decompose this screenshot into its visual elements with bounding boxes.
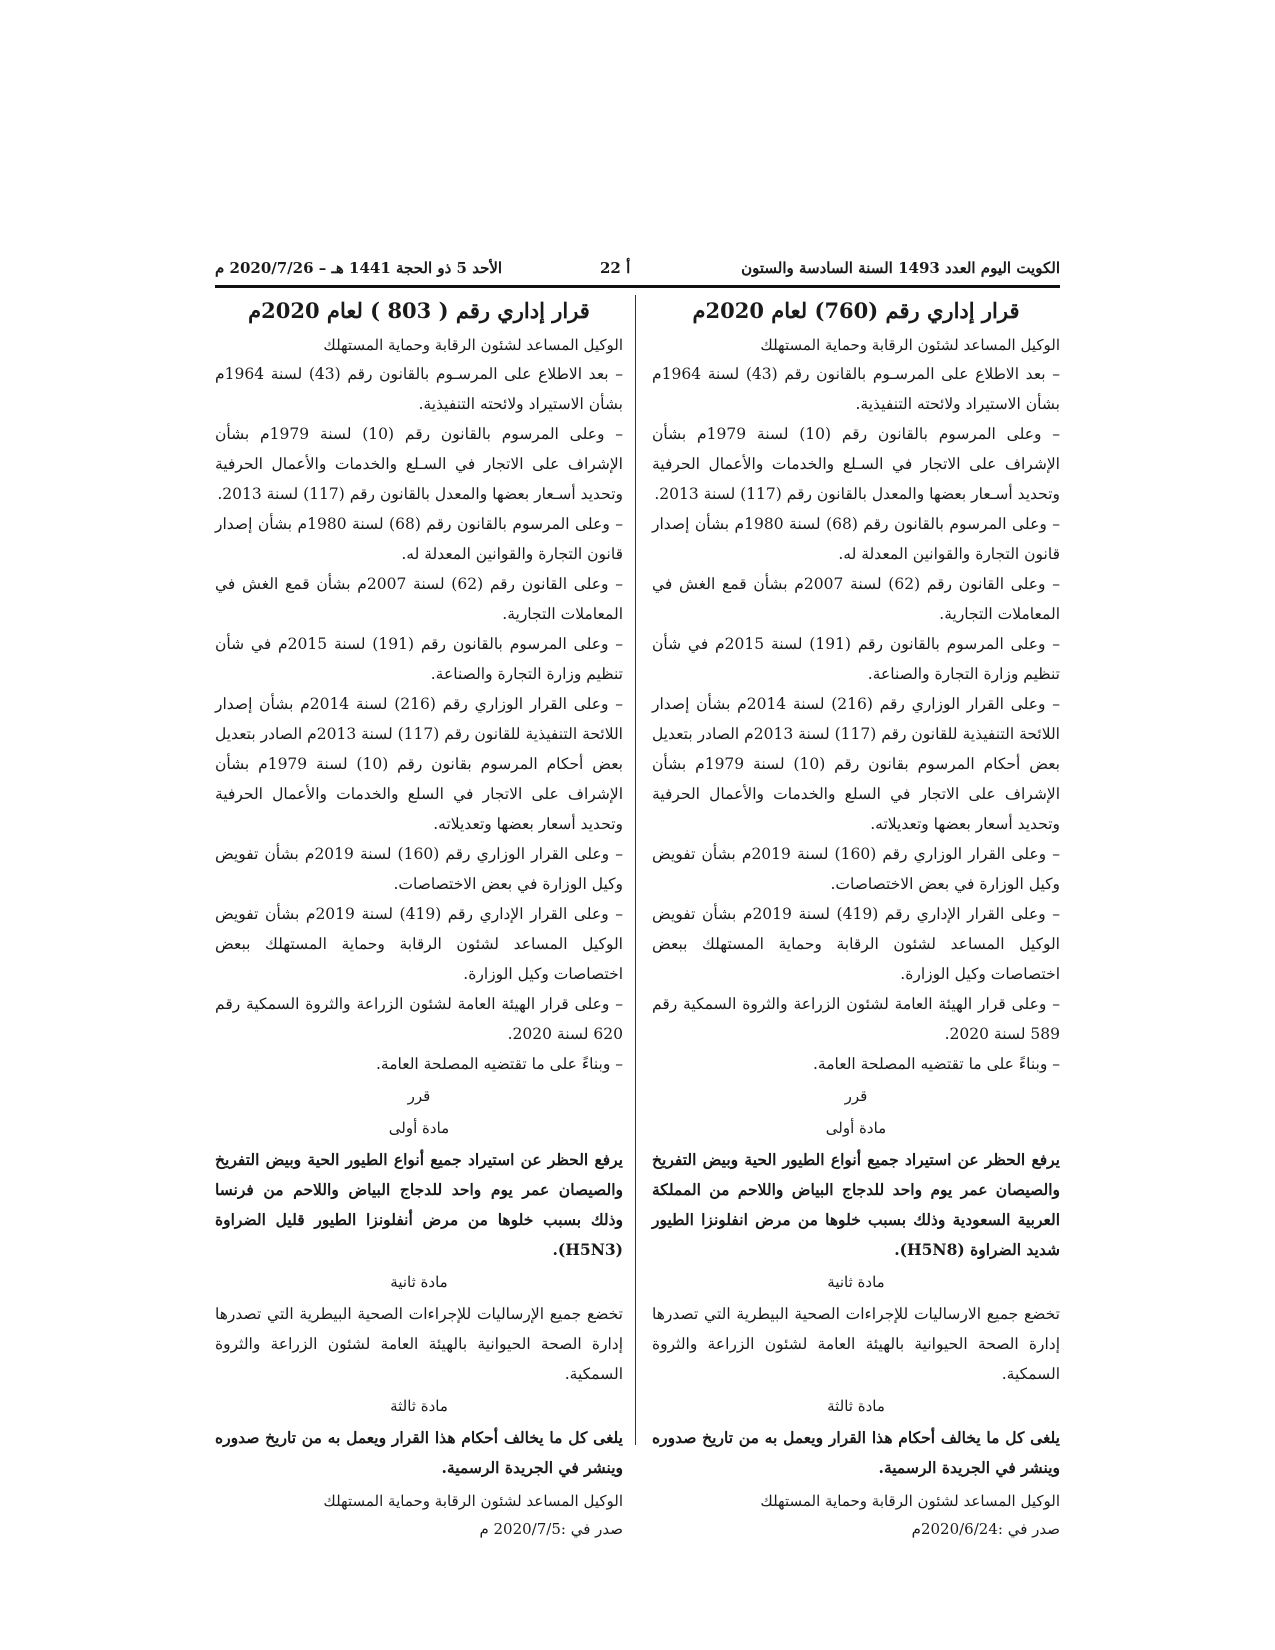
header-page-number: أ 22 [600, 259, 631, 277]
decision-title: قرار إداري رقم ( 803 ) لعام 2020م [248, 298, 590, 323]
preamble-item: – وعلى المرسوم بالقانون رقم (68) لسنة 1980م بشأن إصدار قانون التجارة والقوانين المعدلة له. [652, 515, 1060, 563]
preamble-item: – وعلى المرسوم بالقانون رقم (191) لسنة 2015م في شأن تنظيم وزارة التجارة والصناعة. [652, 635, 1061, 683]
article-1-text: يرفع الحظر عن استيراد جميع أنواع الطيور الحية وبيض التفريخ والصيصان عمر يوم واحد للدجاج البياض واللاحم من المملكة العربية السعودية وذلك بسبب خلوها من مرض انفلونزا الطيور شديد الضراوة (H5N8). [652, 1150, 1060, 1259]
gazette-page [215, 255, 1061, 1538]
decision-760-column [652, 295, 1060, 1543]
preamble-item: – وعلى المرسوم بالقانون رقم (10) لسنة 1979م بشأن الإشراف على الاتجار في السـلع والخدمات والأعمال الحرفية وتحديد أسـعار بعضها والمعدل بالقانون رقم (117) لسنة 2013. [652, 425, 1060, 503]
decision-title: قرار إداري رقم (760) لعام 2020م [692, 298, 1020, 323]
article-2-heading: مادة ثانية [827, 1273, 885, 1291]
header-date: الأحد 5 ذو الحجة 1441 هـ – 2020/7/26 م [215, 259, 503, 277]
article-3-heading: مادة ثالثة [390, 1397, 448, 1415]
preamble-item: – بعد الاطلاع على المرسـوم بالقانون رقم (43) لسنة 1964م بشأن الاستيراد ولائحته التنفيذية. [215, 365, 623, 413]
preamble-item: – وعلى القرار الوزاري رقم (216) لسنة 2014م بشأن إصدار اللائحة التنفيذية للقانون رقم (117) لسنة 2013م الصادر بتعديل بعض أحكام المرسوم بقانون رقم (10) لسنة 1979م بشأن الإشراف على الاتجار في السلع والخدمات والأعمال الحرفية وتحديد أسعار بعضها وتعديلاته. [215, 695, 623, 833]
header-rule [215, 285, 1060, 288]
decision-803-column [215, 295, 623, 1543]
page-header [215, 255, 1060, 283]
preamble-item: – وعلى المرسوم بالقانون رقم (191) لسنة 2015م في شأن تنظيم وزارة التجارة والصناعة. [215, 635, 624, 683]
decision-issuer: الوكيل المساعد لشئون الرقابة وحماية المستهلك [323, 336, 623, 354]
article-3-heading: مادة ثالثة [827, 1397, 885, 1415]
preamble-item: – وعلى قرار الهيئة العامة لشئون الزراعة والثروة السمكية رقم 620 لسنة 2020. [215, 995, 623, 1043]
article-2-text: تخضع جميع الإرساليات للإجراءات الصحية البيطرية التي تصدرها إدارة الصحة الحيوانية بالهيئة العامة لشئون الزراعة والثروة السمكية. [215, 1305, 623, 1383]
preamble-item: – وعلى القرار الوزاري رقم (216) لسنة 2014م بشأن إصدار اللائحة التنفيذية للقانون رقم (117) لسنة 2013م الصادر بتعديل بعض أحكام المرسوم بقانون رقم (10) لسنة 1979م بشأن الإشراف على الاتجار في السلع والخدمات والأعمال الحرفية وتحديد أسعار بعضها وتعديلاته. [652, 695, 1060, 833]
preamble-item: – وعلى القرار الوزاري رقم (160) لسنة 2019م بشأن تفويض وكيل الوزارة في بعض الاختصاصات. [215, 845, 623, 893]
signature: الوكيل المساعد لشئون الرقابة وحماية المستهلك [760, 1492, 1060, 1510]
preamble-item: – وعلى المرسوم بالقانون رقم (10) لسنة 1979م بشأن الإشراف على الاتجار في السـلع والخدمات والأعمال الحرفية وتحديد أسـعار بعضها والمعدل بالقانون رقم (117) لسنة 2013. [215, 425, 623, 503]
preamble-item: – وعلى القرار الوزاري رقم (160) لسنة 2019م بشأن تفويض وكيل الوزارة في بعض الاختصاصات. [652, 845, 1060, 893]
decided-heading: قرر [844, 1087, 868, 1105]
preamble-item: – وعلى القانون رقم (62) لسنة 2007م بشأن قمع الغش في المعاملات التجارية. [215, 575, 623, 623]
article-1-heading: مادة أولى [388, 1119, 450, 1137]
issue-date: صدر في :2020/7/5 م [479, 1520, 623, 1538]
article-2-heading: مادة ثانية [390, 1273, 448, 1291]
decided-heading: قرر [407, 1087, 431, 1105]
preamble-item: – وعلى المرسوم بالقانون رقم (68) لسنة 1980م بشأن إصدار قانون التجارة والقوانين المعدلة له. [215, 515, 623, 563]
preamble-item: – بعد الاطلاع على المرسـوم بالقانون رقم (43) لسنة 1964م بشأن الاستيراد ولائحته التنفيذية. [652, 365, 1060, 413]
signature: الوكيل المساعد لشئون الرقابة وحماية المستهلك [323, 1492, 623, 1510]
article-3-text: يلغى كل ما يخالف أحكام هذا القرار ويعمل به من تاريخ صدوره وينشر في الجريدة الرسمية. [215, 1428, 623, 1477]
preamble-item: – وعلى القانون رقم (62) لسنة 2007م بشأن قمع الغش في المعاملات التجارية. [652, 575, 1060, 623]
issue-date: صدر في :2020/6/24م [911, 1520, 1060, 1538]
article-3-text: يلغى كل ما يخالف أحكام هذا القرار ويعمل به من تاريخ صدوره وينشر في الجريدة الرسمية. [652, 1428, 1060, 1477]
header-publication: الكويت اليوم العدد 1493 السنة السادسة والستون [741, 259, 1060, 277]
preamble-item: – وعلى القرار الإداري رقم (419) لسنة 2019م بشأن تفويض الوكيل المساعد لشئون الرقابة وحماية المستهلك ببعض اختصاصات وكيل الوزارة. [652, 905, 1060, 983]
decision-issuer: الوكيل المساعد لشئون الرقابة وحماية المستهلك [760, 336, 1060, 354]
preamble-item: – وبناءً على ما تقتضيه المصلحة العامة. [375, 1055, 623, 1073]
preamble-item: – وعلى قرار الهيئة العامة لشئون الزراعة والثروة السمكية رقم 589 لسنة 2020. [652, 995, 1060, 1043]
article-1-heading: مادة أولى [825, 1119, 887, 1137]
article-1-text: يرفع الحظر عن استيراد جميع أنواع الطيور الحية وبيض التفريخ والصيصان عمر يوم واحد للدجاج البياض واللاحم من فرنسا وذلك بسبب خلوها من مرض أنفلونزا الطيور قليل الضراوة (H5N3). [215, 1150, 623, 1259]
preamble-item: – وعلى القرار الإداري رقم (419) لسنة 2019م بشأن تفويض الوكيل المساعد لشئون الرقابة وحماية المستهلك ببعض اختصاصات وكيل الوزارة. [215, 905, 623, 983]
article-2-text: تخضع جميع الارساليات للإجراءات الصحية البيطرية التي تصدرها إدارة الصحة الحيوانية بالهيئة العامة لشئون الزراعة والثروة السمكية. [652, 1305, 1060, 1383]
column-divider [635, 295, 636, 1445]
preamble-item: – وبناءً على ما تقتضيه المصلحة العامة. [812, 1055, 1060, 1073]
